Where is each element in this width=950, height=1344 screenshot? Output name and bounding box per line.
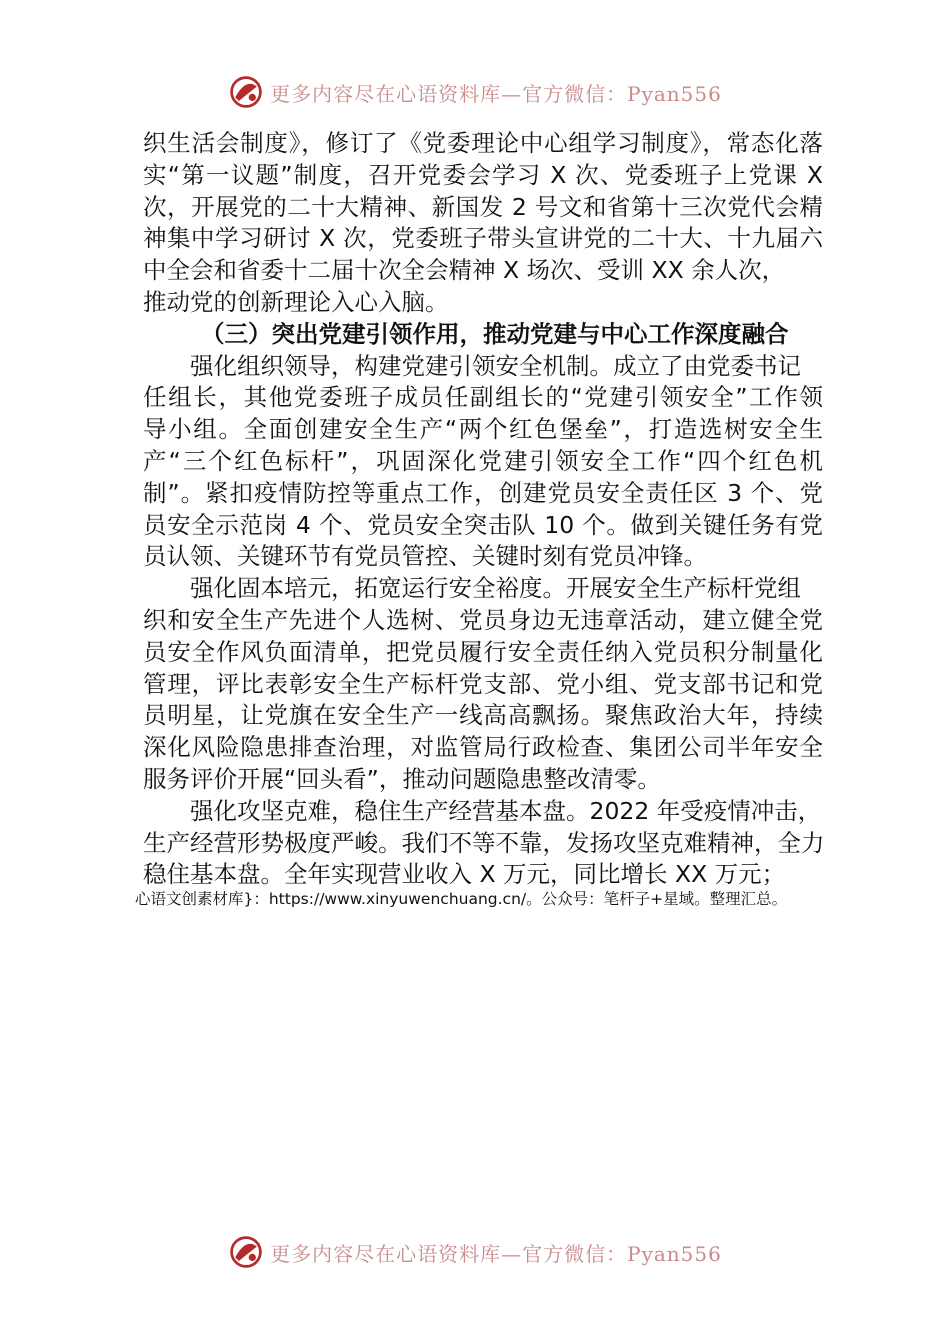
paragraph-line: 织和安全生产先进个人选树、党员身边无违章活动，建立健全党 xyxy=(143,605,823,634)
body-line: 实“第一议题”制度，召开党委会学习 X 次、党委班子上党课 X xyxy=(143,160,823,189)
paragraph-line: 服务评价开展“回头看”，推动问题隐患整改清零。 xyxy=(143,764,661,793)
paragraph-line: 员安全作风负面清单，把党员履行安全责任纳入党员积分制量化 xyxy=(143,637,823,666)
header-watermark-text: 更多内容尽在心语资料库—官方微信：Pyan556 xyxy=(270,81,722,106)
paragraph-line: 员安全示范岗 4 个、党员安全突击队 10 个。做到关键任务有党 xyxy=(143,510,823,539)
paragraph-line: 稳住基本盘。全年实现营业收入 X 万元，同比增长 XX 万元； xyxy=(143,860,786,889)
paragraph-line: 员明星，让党旗在安全生产一线高高飘扬。聚焦政治大年，持续 xyxy=(143,701,823,730)
body-line: 次，开展党的二十大精神、新国发 2 号文和省第十三次党代会精 xyxy=(143,192,823,221)
paragraph-line: 管理，评比表彰安全生产标杆党支部、党小组、党支部书记和党 xyxy=(143,669,823,698)
paragraph-line: 生产经营形势极度严峻。我们不等不靠，发扬攻坚克难精神，全力 xyxy=(143,828,825,857)
paragraph-line: 任组长，其他党委班子成员任副组长的“党建引领安全”工作领 xyxy=(143,383,823,412)
body-line: 中全会和省委十二届十次全会精神 X 场次、受训 XX 余人次， xyxy=(143,256,786,285)
brand-logo-icon xyxy=(228,74,264,110)
footer-watermark-text: 更多内容尽在心语资料库—官方微信：Pyan556 xyxy=(270,1241,722,1266)
body-line: 推动党的创新理论入心入脑。 xyxy=(143,287,449,316)
paragraph-line: 制”。紧扣疫情防控等重点工作，创建党员安全责任区 3 个、党 xyxy=(143,478,823,507)
brand-logo-icon xyxy=(228,1234,264,1270)
body-line: 织生活会制度》，修订了《党委理论中心组学习制度》，常态化落 xyxy=(143,129,823,157)
paragraph-line: 强化攻坚克难，稳住生产经营基本盘。2022 年受疫情冲击， xyxy=(190,796,822,825)
footer-watermark-banner xyxy=(0,1230,950,1274)
body-line: 神集中学习研讨 X 次，党委班子带头宣讲党的二十大、十九届六 xyxy=(143,224,823,253)
source-note: 心语文创素材库}：https://www.xinyuwenchuang.cn/。公众号：笔杆子+星域。整理汇总。 xyxy=(135,890,788,908)
document-body xyxy=(143,128,823,891)
paragraph-line: 强化固本培元，拓宽运行安全裕度。开展安全生产标杆党组 xyxy=(190,574,801,603)
header-watermark-banner xyxy=(0,70,950,114)
paragraph-line: 深化风险隐患排查治理，对监管局行政检查、集团公司半年安全 xyxy=(143,733,823,762)
paragraph-line: 员认领、关键环节有党员管控、关键时刻有党员冲锋。 xyxy=(143,542,707,571)
paragraph-line: 强化组织领导，构建党建引领安全机制。成立了由党委书记 xyxy=(190,351,801,380)
paragraph-line: 产“三个红色标杆”，巩固深化党建引领安全工作“四个红色机 xyxy=(143,446,823,475)
section-heading: （三）突出党建引领作用，推动党建与中心工作深度融合 xyxy=(201,319,789,348)
paragraph-line: 导小组。全面创建安全生产“两个红色堡垒”，打造选树安全生 xyxy=(143,415,823,444)
